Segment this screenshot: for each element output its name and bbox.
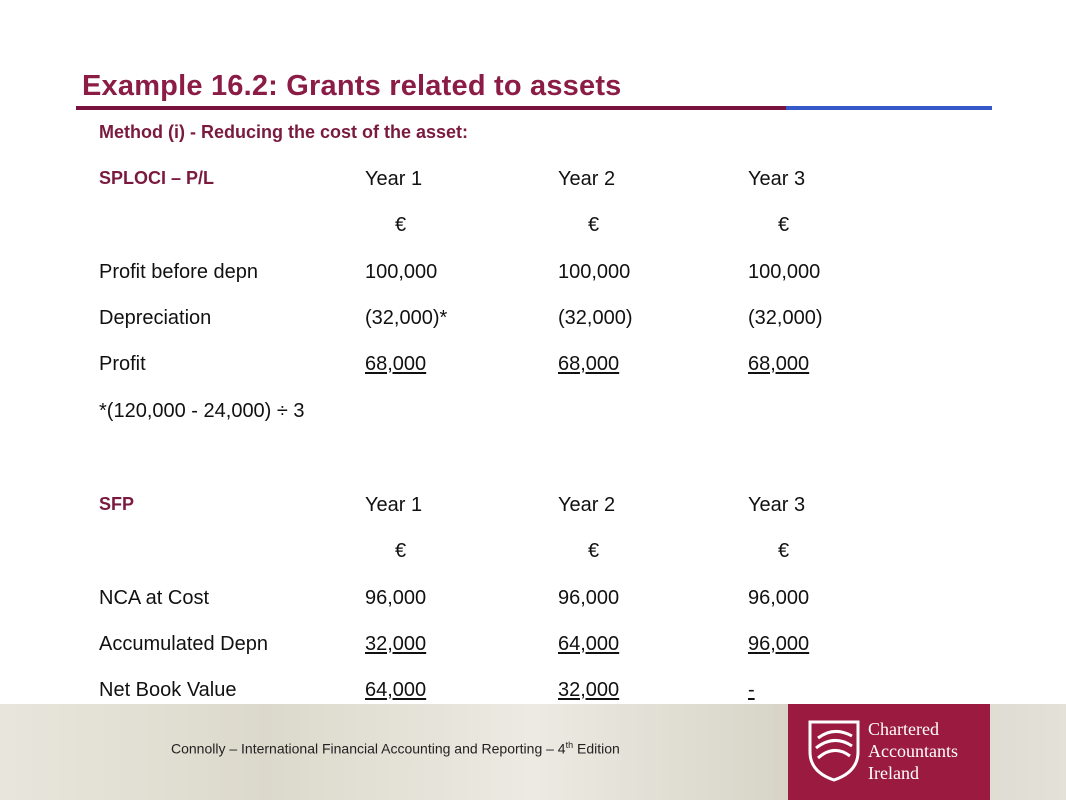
row-label: Profit before depn [99,261,258,283]
sfp-year-1: Year 1 [365,494,423,516]
sploci-currency-row [0,214,1066,238]
sploci-year-1: Year 1 [365,168,423,190]
row-value: - [748,679,755,701]
sploci-year-3: Year 3 [748,168,806,190]
row-value: 96,000 [748,587,810,609]
depreciation-footnote: *(120,000 - 24,000) ÷ 3 [99,400,305,422]
sfp-currency-row [0,540,1066,564]
row-value: 68,000 [558,353,620,375]
row-value: 96,000 [748,633,810,655]
row-value: 96,000 [558,587,620,609]
sfp-header: SFP [99,494,135,514]
footer-citation-text: Connolly – International Financial Accounting and Reporting – 4 [171,740,566,757]
row-label: NCA at Cost [99,587,210,609]
currency-symbol: € [395,214,407,236]
slide-title: Example 16.2: Grants related to assets [82,70,622,102]
sfp-year-2: Year 2 [558,494,616,516]
row-value: 64,000 [558,633,620,655]
table-row [0,633,1066,657]
table-row [0,679,1066,703]
title-rule-right [786,106,992,110]
logo-wordmark [868,718,958,784]
row-value: (32,000) [748,307,823,329]
footer-citation-sup: th [565,740,574,750]
sfp-year-3: Year 3 [748,494,806,516]
row-label: Profit [99,353,146,375]
row-value: 68,000 [365,353,427,375]
row-label: Depreciation [99,307,212,329]
row-value: (32,000)* [365,307,448,329]
row-value: (32,000) [558,307,633,329]
currency-symbol: € [778,540,790,562]
currency-symbol: € [778,214,790,236]
footer-citation-end: Edition [573,740,620,757]
row-value: 96,000 [365,587,427,609]
row-value: 64,000 [365,679,427,701]
sploci-year-2: Year 2 [558,168,616,190]
currency-symbol: € [588,540,600,562]
row-value: 100,000 [558,261,631,283]
row-value: 32,000 [365,633,427,655]
row-value: 100,000 [748,261,821,283]
currency-symbol: € [588,214,600,236]
sploci-header: SPLOCI – P/L [99,168,215,188]
title-rule-left [76,106,786,110]
table-row [0,353,1066,377]
footer-citation [171,740,620,757]
sploci-header-row [0,168,1066,192]
row-value: 68,000 [748,353,810,375]
row-value: 32,000 [558,679,620,701]
logo-line-1: Chartered [868,719,939,739]
table-row [0,261,1066,285]
table-row [0,587,1066,611]
logo-line-2: Accountants [868,741,958,761]
sfp-header-row [0,494,1066,518]
row-value: 100,000 [365,261,438,283]
currency-symbol: € [395,540,407,562]
footnote-row [0,400,1066,424]
table-row [0,307,1066,331]
shield-swoosh-icon [806,718,862,782]
row-label: Accumulated Depn [99,633,268,655]
logo-line-3: Ireland [868,763,919,783]
method-subtitle: Method (i) - Reducing the cost of the asset: [99,122,469,142]
row-label: Net Book Value [99,679,237,701]
